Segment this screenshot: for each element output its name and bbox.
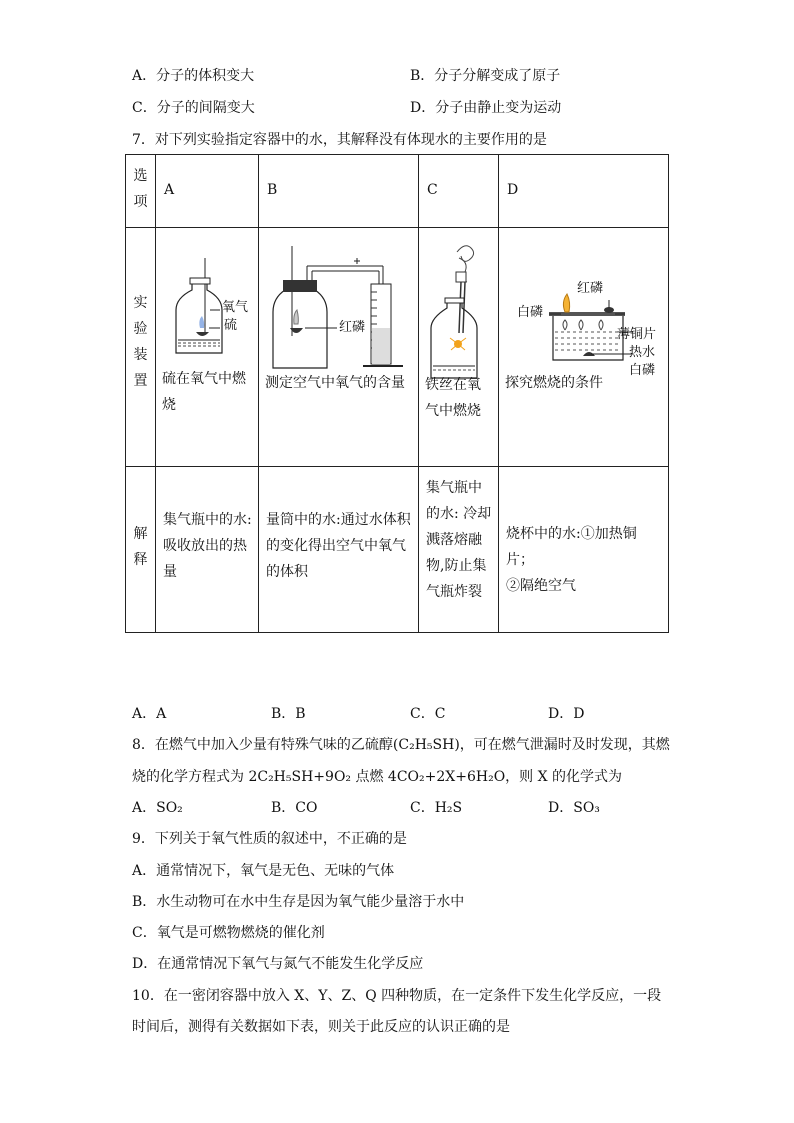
label-d-hot-water: 热水 <box>629 345 656 360</box>
q8-option-b: B．CO <box>271 800 318 816</box>
explanation-b: 量筒中的水:通过水体积 的变化得出空气中氧气 的体积 <box>259 467 419 633</box>
label-d-white-phosphorus-top: 白磷 <box>517 305 544 320</box>
q10-line1: 10．在一密闭容器中放入 X、Y、Z、Q 四种物质，在一定条件下发生化学反应，一段 <box>132 988 662 1004</box>
row-label-apparatus: 实 验 装 置 <box>126 228 156 467</box>
q9-stem: 9．下列关于氧气性质的叙述中，不正确的是 <box>132 831 407 847</box>
header-b: B <box>259 155 419 228</box>
experiment-table <box>125 154 669 633</box>
header-c: C <box>419 155 499 228</box>
q9-option-a: A．通常情况下，氧气是无色、无味的气体 <box>132 863 395 879</box>
caption-c-line2: 气中燃烧 <box>425 403 481 419</box>
header-a: A <box>156 155 259 228</box>
label-red-phosphorus: 红磷 <box>339 320 366 335</box>
table-row-apparatus <box>126 228 669 467</box>
iron-wire-burning-figure <box>425 228 495 396</box>
q6-option-c: C．分子的间隔变大 <box>132 100 255 116</box>
table-row-options <box>126 155 669 228</box>
row-label-options: 选 项 <box>126 155 156 228</box>
caption-a-line2: 烧 <box>162 397 176 413</box>
q9-option-d: D．在通常情况下氧气与氮气不能发生化学反应 <box>132 956 424 972</box>
q7-option-c: C．C <box>410 706 446 722</box>
apparatus-c <box>419 228 499 467</box>
q8-option-a: A．SO₂ <box>132 800 183 816</box>
label-d-white-phosphorus-bottom: 白磷 <box>629 363 656 378</box>
apparatus-d <box>499 228 669 467</box>
caption-a-line1: 硫在氧气中燃 <box>162 371 246 387</box>
q6-option-d: D．分子由静止变为运动 <box>410 100 562 116</box>
oxygen-content-figure <box>265 228 415 378</box>
q8-option-d: D．SO₃ <box>548 800 600 816</box>
label-d-red-phosphorus: 红磷 <box>577 281 604 296</box>
apparatus-a <box>156 228 259 467</box>
label-oxygen: 氧气 <box>222 300 249 315</box>
q7-option-d: D．D <box>548 706 585 722</box>
table-row-explanation <box>126 467 669 633</box>
apparatus-b <box>259 228 419 467</box>
q8-line1: 8．在燃气中加入少量有特殊气味的乙硫醇(C₂H₅SH)，可在燃气泄漏时及时发现，其燃 <box>132 737 670 753</box>
row-label-explanation: 解 释 <box>126 467 156 633</box>
explanation-c: 集气瓶中 的水: 冷却 溅落熔融 物,防止集 气瓶炸裂 <box>419 467 499 633</box>
q10-line2: 时间后，测得有关数据如下表，则关于此反应的认识正确的是 <box>132 1019 510 1035</box>
caption-b: 测定空气中氧气的含量 <box>265 375 405 391</box>
explanation-a: 集气瓶中的水: 吸收放出的热 量 <box>156 467 259 633</box>
q8-line2: 烧的化学方程式为 2C₂H₅SH+9O₂ 点燃 4CO₂+2X+6H₂O，则 X 的化学式为 <box>132 769 623 785</box>
q8-option-c: C．H₂S <box>410 800 463 816</box>
q6-option-a: A．分子的体积变大 <box>132 68 255 84</box>
explanation-d: 烧杯中的水:①加热铜片； ②隔绝空气 <box>499 467 669 633</box>
label-d-copper-sheet: 薄铜片 <box>617 327 657 342</box>
q7-option-b: B．B <box>271 706 306 722</box>
caption-d: 探究燃烧的条件 <box>505 375 603 391</box>
q9-option-b: B．水生动物可在水中生存是因为氧气能少量溶于水中 <box>132 894 465 910</box>
caption-c-line1: 铁丝在氧 <box>425 377 481 393</box>
header-d: D <box>499 155 669 228</box>
q9-option-c: C．氧气是可燃物燃烧的催化剂 <box>132 925 325 941</box>
label-sulfur: 硫 <box>224 318 238 333</box>
q7-option-a: A．A <box>132 706 167 722</box>
q6-option-b: B．分子分解变成了原子 <box>410 68 561 84</box>
q7-stem: 7．对下列实验指定容器中的水，其解释没有体现水的主要作用的是 <box>132 132 547 148</box>
